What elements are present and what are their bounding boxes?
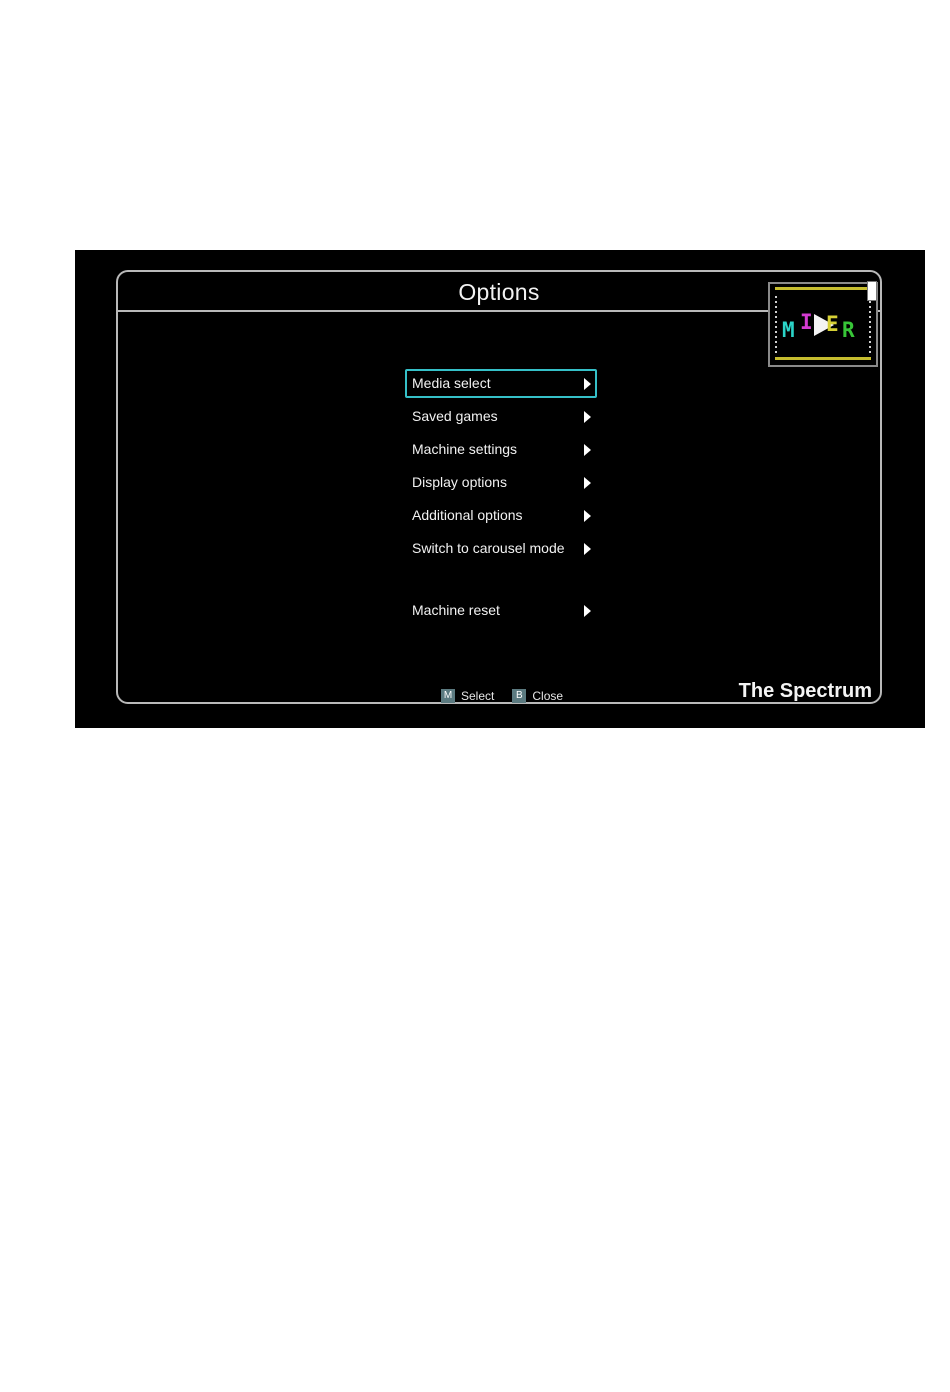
emulator-screen (75, 250, 925, 728)
menu-item-additional-options[interactable] (405, 501, 597, 530)
options-menu (405, 369, 597, 629)
logo-letter-m: M (782, 318, 795, 342)
menu-item-switch-to-carousel-mode[interactable] (405, 534, 597, 563)
chevron-right-icon (584, 444, 591, 456)
menu-item-media-select[interactable] (405, 369, 597, 398)
miner-logo (780, 312, 870, 342)
game-thumbnail (768, 282, 878, 367)
chevron-right-icon (584, 378, 591, 390)
thumbnail-dots-left (775, 296, 777, 356)
menu-item-label: Saved games (412, 408, 498, 424)
machine-name: The Spectrum (738, 680, 872, 702)
thumbnail-border (775, 287, 871, 360)
logo-letter-e: E (826, 312, 839, 336)
dialog-title: Options (458, 279, 540, 305)
logo-letter-r: R (842, 318, 855, 342)
chevron-right-icon (584, 477, 591, 489)
b-key-icon: B (512, 689, 526, 703)
chevron-right-icon (584, 510, 591, 522)
menu-item-label: Additional options (412, 507, 523, 523)
menu-item-label: Machine settings (412, 441, 518, 457)
hint-label: Close (532, 689, 564, 703)
logo-letter-i: I (800, 310, 813, 334)
chevron-right-icon (584, 605, 591, 617)
menu-item-machine-settings[interactable] (405, 435, 597, 464)
menu-item-label: Display options (412, 474, 507, 490)
dialog-title-bar (118, 272, 880, 312)
menu-item-display-options[interactable] (405, 468, 597, 497)
m-key-icon: M (441, 689, 455, 703)
hint-close[interactable] (512, 689, 563, 703)
menu-item-saved-games[interactable] (405, 402, 597, 431)
chevron-right-icon (584, 411, 591, 423)
menu-item-label: Machine reset (412, 602, 500, 618)
hint-select[interactable] (441, 689, 494, 703)
chevron-right-icon (584, 543, 591, 555)
options-dialog (116, 270, 882, 704)
menu-item-label: Switch to carousel mode (412, 540, 565, 556)
hint-label: Select (461, 689, 495, 703)
button-hints (441, 687, 563, 705)
menu-item-machine-reset[interactable] (405, 596, 597, 625)
menu-item-label: Media select (412, 375, 491, 391)
thumbnail-scrollbar[interactable] (867, 281, 877, 301)
